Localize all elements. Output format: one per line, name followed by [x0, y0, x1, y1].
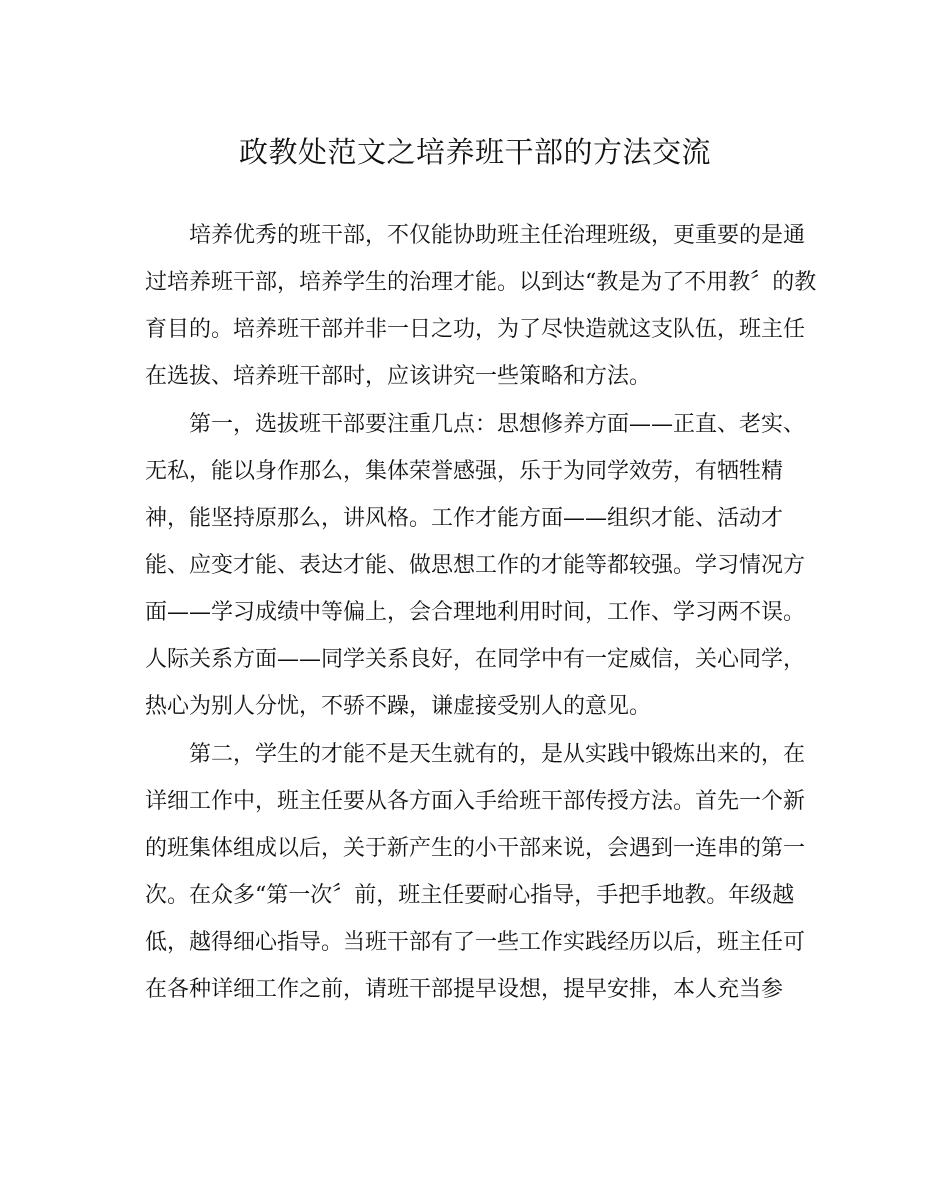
paragraph-3-line-6: 在各种详细工作之前，请班干部提早设想，提早安排，本人充当参	[145, 977, 784, 1002]
paragraph-1-line-2: 过培养班干部，培养学生的治理才能。以到达“教是为了不用教〞的教	[145, 270, 817, 295]
paragraph-3-line-1: 第二，学生的才能不是天生就有的，是从实践中锻炼出来的，在	[189, 742, 806, 767]
paragraph-3-line-5: 低，越得细心指导。当班干部有了一些工作实践经历以后，班主任可	[145, 930, 806, 955]
paragraph-2-line-6: 人际关系方面——同学关系良好，在同学中有一定威信，关心同学，	[145, 647, 806, 672]
paragraph-1-line-3: 育目的。培养班干部并非一日之功，为了尽快造就这支队伍，班主任	[145, 317, 806, 342]
paragraph-2-line-1: 第一，选拔班干部要注重几点：思想修养方面——正直、老实、	[189, 412, 806, 437]
paragraph-3-line-3: 的班集体组成以后，关于新产生的小干部来说，会遇到一连串的第一	[145, 836, 806, 861]
paragraph-2-line-3: 神，能坚持原那么，讲风格。工作才能方面——组织才能、活动才	[145, 506, 784, 531]
paragraph-2-line-2: 无私，能以身作那么，集体荣誉感强，乐于为同学效劳，有牺牲精	[145, 459, 784, 484]
paragraph-1-line-1: 培养优秀的班干部，不仅能协助班主任治理班级，更重要的是通	[189, 223, 806, 248]
document-title: 政教处范文之培养班干部的方法交流	[238, 135, 711, 169]
paragraph-2-line-5: 面——学习成绩中等偏上，会合理地利用时间，工作、学习两不误。	[145, 600, 806, 625]
paragraph-3-line-2: 详细工作中，班主任要从各方面入手给班干部传授方法。首先一个新	[145, 789, 806, 814]
paragraph-2-line-4: 能、应变才能、表达才能、做思想工作的才能等都较强。学习情况方	[145, 553, 806, 578]
paragraph-2-line-7: 热心为别人分忧，不骄不躁，谦虚接受别人的意见。	[145, 694, 652, 719]
paragraph-3-line-4: 次。在众多“第一次〞前，班主任要耐心指导，手把手地教。年级越	[145, 883, 795, 908]
paragraph-1-line-4: 在选拔、培养班干部时，应该讲究一些策略和方法。	[145, 364, 652, 389]
